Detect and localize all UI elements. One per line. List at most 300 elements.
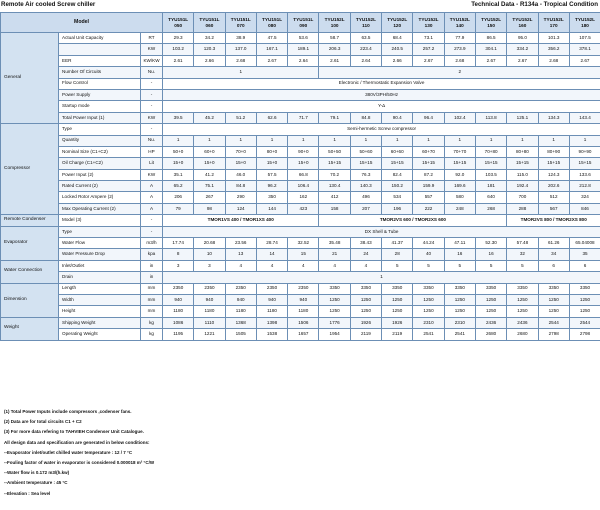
value-cell: 940	[194, 294, 225, 305]
table-row	[1, 272, 600, 283]
value-cell: 1086	[163, 317, 194, 328]
value-cell: 63.5	[350, 33, 381, 44]
value-cell: 96.2	[256, 181, 287, 192]
row-item-label: EER	[59, 55, 141, 66]
value-cell: 412	[319, 192, 350, 203]
value-cell: 2541	[413, 329, 444, 340]
value-cell: 32	[507, 249, 538, 260]
value-cell: 80+80	[507, 146, 538, 157]
value-cell: 124.3	[538, 169, 569, 180]
value-cell: 1538	[256, 329, 287, 340]
row-unit: -	[141, 215, 163, 226]
value-cell: 3350	[475, 283, 506, 294]
document-title: Remote Air cooled Screw chiller	[1, 1, 96, 8]
value-cell: 92.0	[444, 169, 475, 180]
row-item-label: Length	[59, 283, 141, 294]
value-cell: 50+0	[163, 146, 194, 157]
value-cell: 3	[163, 260, 194, 271]
value-cell: 73.1	[413, 33, 444, 44]
row-item-label: Inlet/Outlet	[59, 260, 141, 271]
footnote-line: --Water flow is 0.172 m3/(h.kw)	[4, 470, 70, 476]
value-cell: 2310	[413, 317, 444, 328]
value-cell: 15+0	[256, 158, 287, 169]
row-unit: -	[141, 124, 163, 135]
value-cell: 47.11	[444, 238, 475, 249]
value-cell: 4	[225, 260, 256, 271]
value-cell: 86.5	[475, 33, 506, 44]
value-cell: 61.26	[538, 238, 569, 249]
row-item-label: Height	[59, 306, 141, 317]
value-cell: 28.74	[256, 238, 287, 249]
footnote-line: --Evaporator inlet/outlet chilled water temperature : 12 / 7 °C	[4, 449, 133, 455]
value-cell: 1180	[194, 306, 225, 317]
value-cell: 28	[382, 249, 413, 260]
value-cell: 1250	[475, 294, 506, 305]
value-cell: 15+15	[319, 158, 350, 169]
row-item-label: Drain	[59, 272, 141, 283]
value-cell: 158	[319, 203, 350, 214]
model-header-cell: TYU152L 110	[350, 13, 381, 33]
value-cell: 3350	[569, 283, 600, 294]
value-cell: 2680	[475, 329, 506, 340]
value-cell: 60+60	[382, 146, 413, 157]
row-item-label: Startup mode	[59, 101, 141, 112]
value-cell: 290	[225, 192, 256, 203]
value-cell: 133.6	[569, 169, 600, 180]
value-cell: 1	[319, 135, 350, 146]
row-item-label: Operating Weight	[59, 329, 141, 340]
table-row	[1, 306, 600, 317]
value-cell: 3350	[444, 283, 475, 294]
value-cell: 65.2	[163, 181, 194, 192]
value-cell: 1	[382, 135, 413, 146]
value-cell: 80+90	[538, 146, 569, 157]
value-cell: 2119	[382, 329, 413, 340]
table-row	[1, 260, 600, 271]
row-unit: -	[141, 101, 163, 112]
model-header-label: Model	[1, 13, 163, 33]
value-cell: 2.66	[194, 55, 225, 66]
value-cell: 567	[538, 203, 569, 214]
value-cell: 102.4	[444, 112, 475, 123]
value-cell: 15+0	[288, 158, 319, 169]
value-cell: 45.2	[194, 112, 225, 123]
value-cell: 79.1	[319, 112, 350, 123]
row-unit: A	[141, 203, 163, 214]
table-row	[1, 226, 600, 237]
value-cell: 580	[444, 192, 475, 203]
value-cell: 1250	[444, 306, 475, 317]
value-cell: 223.4	[350, 44, 381, 55]
value-cell: 1926	[350, 317, 381, 328]
value-cell: 106.4	[288, 181, 319, 192]
table-row	[1, 78, 600, 89]
row-unit: -	[141, 226, 163, 237]
value-cell: 2798	[569, 329, 600, 340]
value-cell: 1250	[569, 294, 600, 305]
value-cell: 96.4	[413, 112, 444, 123]
value-cell: 38.43	[350, 238, 381, 249]
value-cell: 137.0	[225, 44, 256, 55]
model-header-cell: TYU152L 140	[444, 13, 475, 33]
footnote-line: --Fouling factor of water in evaporator is considered 0.000018 m² °C/W	[4, 459, 155, 465]
row-unit: -	[141, 78, 163, 89]
value-cell: 76.3	[350, 169, 381, 180]
value-cell: 60+70	[413, 146, 444, 157]
section-label: General	[1, 33, 59, 124]
value-cell: 16	[475, 249, 506, 260]
value-cell: 1250	[413, 306, 444, 317]
row-unit: KW	[141, 44, 163, 55]
value-cell: 150.2	[382, 181, 413, 192]
section-label: Weight	[1, 317, 59, 340]
value-cell: 207	[350, 203, 381, 214]
value-cell: 1250	[507, 306, 538, 317]
value-cell: 940	[225, 294, 256, 305]
value-cell: 98	[194, 203, 225, 214]
row-item-label: Type	[59, 124, 141, 135]
value-cell: 1250	[444, 294, 475, 305]
value-cell: 51.2	[225, 112, 256, 123]
value-cell: 2.68	[225, 55, 256, 66]
value-cell: 41.2	[194, 169, 225, 180]
value-cell: 15+0	[194, 158, 225, 169]
value-cell: 1506	[288, 317, 319, 328]
value-cell: 496	[350, 192, 381, 203]
value-cell: 68.4	[382, 33, 413, 44]
row-unit: RT	[141, 33, 163, 44]
value-cell: 57.48	[507, 238, 538, 249]
value-cell: 87.2	[413, 169, 444, 180]
value-cell: 16	[444, 249, 475, 260]
value-cell: 2.64	[350, 55, 381, 66]
value-cell: 38.9	[225, 33, 256, 44]
value-cell: 189.1	[288, 44, 319, 55]
model-header-cell: TYU152L 160	[507, 13, 538, 33]
value-cell: 1110	[194, 317, 225, 328]
value-cell: 248	[444, 203, 475, 214]
document-subtitle: Technical Data - R134a - Tropical Condition	[471, 1, 598, 8]
value-cell: 1250	[382, 306, 413, 317]
value-cell: 5	[444, 260, 475, 271]
value-cell: 3350	[413, 283, 444, 294]
value-cell: 206.3	[319, 44, 350, 55]
value-cell: 130.4	[319, 181, 350, 192]
table-row	[1, 89, 600, 100]
value-cell: 23.56	[225, 238, 256, 249]
value-cell: 2544	[569, 317, 600, 328]
model-header-cell: TYU152L 180	[569, 13, 600, 33]
value-cell: 1250	[382, 294, 413, 305]
row-item-label: Actual Unit Capacity	[59, 33, 141, 44]
row-item-label: Quantity	[59, 135, 141, 146]
value-cell: 169.6	[444, 181, 475, 192]
row-item-label: Oil Charge (C1+C2)	[59, 158, 141, 169]
value-cell: 15+0	[163, 158, 194, 169]
value-cell: 1	[256, 135, 287, 146]
table-row	[1, 192, 600, 203]
value-cell: 1250	[538, 306, 569, 317]
value-cell: 2.68	[444, 55, 475, 66]
condenser-model-cell: TMOR1VS 400 / TMOR1XS 400	[163, 215, 319, 226]
spanned-value-cell: Electronic / Thermostatic Expansion Valve	[163, 78, 600, 89]
spanned-value-cell: Y-Δ	[163, 101, 600, 112]
value-cell: 1	[444, 135, 475, 146]
row-unit: kpa	[141, 249, 163, 260]
value-cell: 2119	[350, 329, 381, 340]
value-cell: 2.67	[475, 55, 506, 66]
value-cell: 35.1	[163, 169, 194, 180]
value-cell: 2.67	[507, 55, 538, 66]
footnote-line: (3) For more data refering to TAHVIEH Condenser Unit Catalogue.	[4, 429, 144, 435]
value-cell: 3350	[319, 283, 350, 294]
row-unit: KW	[141, 112, 163, 123]
spanned-value-cell: DX Shell & Tube	[163, 226, 600, 237]
value-cell: 192.4	[507, 181, 538, 192]
row-unit: KW/KW	[141, 55, 163, 66]
value-cell: 2.66	[382, 55, 413, 66]
value-cell: 77.9	[444, 33, 475, 44]
footnote-line: (1) Total Power Inputs include compressors ,codenser fans.	[4, 409, 132, 414]
footnote-line: --Ambient temperature : 45 °C	[4, 480, 68, 486]
value-cell: 15+15	[507, 158, 538, 169]
value-cell: 53.6	[288, 33, 319, 44]
value-cell: 240.5	[382, 44, 413, 55]
section-label: Dimension	[1, 283, 59, 317]
model-header-cell: TYU152L 100	[319, 13, 350, 33]
table-row	[1, 283, 600, 294]
row-unit: in	[141, 272, 163, 283]
value-cell: 324	[569, 192, 600, 203]
value-cell: 1	[538, 135, 569, 146]
row-item-label: Rated Current (2)	[59, 181, 141, 192]
value-cell: 3350	[507, 283, 538, 294]
spanned-value-cell: 1	[163, 272, 600, 283]
footnote-line: --Elevation : Sea level	[4, 490, 51, 496]
value-cell: 5	[475, 260, 506, 271]
table-row	[1, 112, 600, 123]
value-cell: 2541	[444, 329, 475, 340]
row-unit: mm	[141, 283, 163, 294]
value-cell: 103.2	[163, 44, 194, 55]
value-cell: 75.1	[194, 181, 225, 192]
value-cell: 181	[475, 181, 506, 192]
value-cell: 2350	[225, 283, 256, 294]
value-cell: 2.64	[288, 55, 319, 66]
value-cell: 120.3	[194, 44, 225, 55]
value-cell: 1250	[475, 306, 506, 317]
value-cell: 1	[225, 135, 256, 146]
value-cell: 162	[288, 192, 319, 203]
table-row	[1, 55, 600, 66]
row-item-label: Locked Rotor Ampere (2)	[59, 192, 141, 203]
row-item-label: Water Flow	[59, 238, 141, 249]
table-row	[1, 317, 600, 328]
row-unit: Nu.	[141, 67, 163, 78]
value-cell: 1250	[507, 294, 538, 305]
value-cell: 1195	[163, 329, 194, 340]
table-row	[1, 294, 600, 305]
table-row	[1, 67, 600, 78]
value-cell: 2.61	[319, 55, 350, 66]
value-cell: 1776	[319, 317, 350, 328]
table-row	[1, 169, 600, 180]
value-cell: 2436	[507, 317, 538, 328]
value-cell: 1	[507, 135, 538, 146]
value-cell: 4	[350, 260, 381, 271]
value-cell: 41.37	[382, 238, 413, 249]
value-cell: 15+15	[569, 158, 600, 169]
value-cell: 29.3	[163, 33, 194, 44]
model-header-cell: TYU152L 120	[382, 13, 413, 33]
value-cell: 423	[288, 203, 319, 214]
model-header-cell: TYU152L 150	[475, 13, 506, 33]
value-cell: 2.67	[569, 55, 600, 66]
group-value-cell: 1	[163, 67, 319, 78]
table-row	[1, 44, 600, 55]
value-cell: 940	[256, 294, 287, 305]
value-cell: 70+80	[475, 146, 506, 157]
value-cell: 34	[538, 249, 569, 260]
table-row	[1, 124, 600, 135]
value-cell: 2310	[444, 317, 475, 328]
row-unit: HP	[141, 146, 163, 157]
value-cell: 15	[288, 249, 319, 260]
value-cell: 40	[413, 249, 444, 260]
footnote-line: All design data and specification are generated in below conditions:	[4, 439, 150, 445]
value-cell: 1926	[382, 317, 413, 328]
value-cell: 1250	[319, 306, 350, 317]
value-cell: 58.7	[319, 33, 350, 44]
value-cell: 2680	[507, 329, 538, 340]
value-cell: 62.6	[256, 112, 287, 123]
value-cell: 557	[413, 192, 444, 203]
footnote-line: (2) Data are for total circuits C1 + C2	[4, 419, 82, 425]
row-item-label: Max Operating Current (2)	[59, 203, 141, 214]
value-cell: 90+0	[288, 146, 319, 157]
value-cell: 90.4	[382, 112, 413, 123]
table-row	[1, 203, 600, 214]
footnotes	[4, 407, 596, 499]
model-header-row	[1, 13, 600, 33]
row-unit: in	[141, 260, 163, 271]
spanned-value-cell: 380V/3PH/50Hz	[163, 89, 600, 100]
value-cell: 15+15	[350, 158, 381, 169]
condenser-model-cell: TMOR2VS 800 / TMOR2XS 800	[507, 215, 600, 226]
row-unit: -	[141, 89, 163, 100]
value-cell: 640	[475, 192, 506, 203]
value-cell: 4	[319, 260, 350, 271]
row-unit: m3/h	[141, 238, 163, 249]
value-cell: 21	[319, 249, 350, 260]
value-cell: 124	[225, 203, 256, 214]
value-cell: 1	[569, 135, 600, 146]
value-cell: 1250	[350, 306, 381, 317]
value-cell: 212.8	[569, 181, 600, 192]
value-cell: 1250	[319, 294, 350, 305]
value-cell: 512	[538, 192, 569, 203]
value-cell: 3350	[538, 283, 569, 294]
value-cell: 125.1	[507, 112, 538, 123]
row-item-label: Water Pressure Drop	[59, 249, 141, 260]
value-cell: 50+60	[350, 146, 381, 157]
value-cell: 82.4	[382, 169, 413, 180]
value-cell: 70+70	[444, 146, 475, 157]
value-cell: 2350	[163, 283, 194, 294]
value-cell: 144	[256, 203, 287, 214]
value-cell: 1	[288, 135, 319, 146]
value-cell: 1250	[413, 294, 444, 305]
row-item-label: Total Power Input (1)	[59, 112, 141, 123]
model-header-cell: TYU151L 080	[256, 13, 287, 33]
row-item-label: Type	[59, 226, 141, 237]
value-cell: 356.2	[538, 44, 569, 55]
value-cell: 34.2	[194, 33, 225, 44]
value-cell: 3350	[350, 283, 381, 294]
value-cell: 15+15	[413, 158, 444, 169]
value-cell: 1	[413, 135, 444, 146]
value-cell: 5	[507, 260, 538, 271]
value-cell: 1180	[225, 306, 256, 317]
group-value-cell: 2	[319, 67, 600, 78]
value-cell: 159.9	[413, 181, 444, 192]
value-cell: 115.0	[507, 169, 538, 180]
value-cell: 1368	[225, 317, 256, 328]
value-cell: 3	[194, 260, 225, 271]
value-cell: 35.48	[319, 238, 350, 249]
value-cell: 24	[350, 249, 381, 260]
value-cell: 334.2	[507, 44, 538, 55]
value-cell: 5	[382, 260, 413, 271]
value-cell: 65.04008	[569, 238, 600, 249]
value-cell: 2436	[475, 317, 506, 328]
value-cell: 50+50	[319, 146, 350, 157]
table-row	[1, 238, 600, 249]
value-cell: 17.74	[163, 238, 194, 249]
value-cell: 57.5	[256, 169, 287, 180]
value-cell: 4	[288, 260, 319, 271]
value-cell: 222	[413, 203, 444, 214]
spanned-value-cell: Semi-hermetic Screw compressor	[163, 124, 600, 135]
row-item-label	[59, 44, 141, 55]
value-cell: 47.5	[256, 33, 287, 44]
table-row	[1, 33, 600, 44]
value-cell: 2350	[256, 283, 287, 294]
model-header-cell: TYU151L 090	[288, 13, 319, 33]
value-cell: 14	[256, 249, 287, 260]
row-unit: A	[141, 192, 163, 203]
value-cell: 1250	[569, 306, 600, 317]
value-cell: 6	[569, 260, 600, 271]
row-item-label: Shipping Weight	[59, 317, 141, 328]
value-cell: 95.0	[507, 33, 538, 44]
value-cell: 202.6	[538, 181, 569, 192]
value-cell: 1505	[225, 329, 256, 340]
section-label: Evaporator	[1, 226, 59, 260]
value-cell: 2350	[194, 283, 225, 294]
row-item-label: Width	[59, 294, 141, 305]
value-cell: 140.3	[350, 181, 381, 192]
value-cell: 206	[163, 192, 194, 203]
value-cell: 267	[194, 192, 225, 203]
value-cell: 90+90	[569, 146, 600, 157]
row-unit: kg	[141, 317, 163, 328]
value-cell: 143.4	[569, 112, 600, 123]
value-cell: 71.7	[288, 112, 319, 123]
value-cell: 1	[163, 135, 194, 146]
model-header-cell: TYU151L 060	[194, 13, 225, 33]
row-item-label: Flow Control	[59, 78, 141, 89]
